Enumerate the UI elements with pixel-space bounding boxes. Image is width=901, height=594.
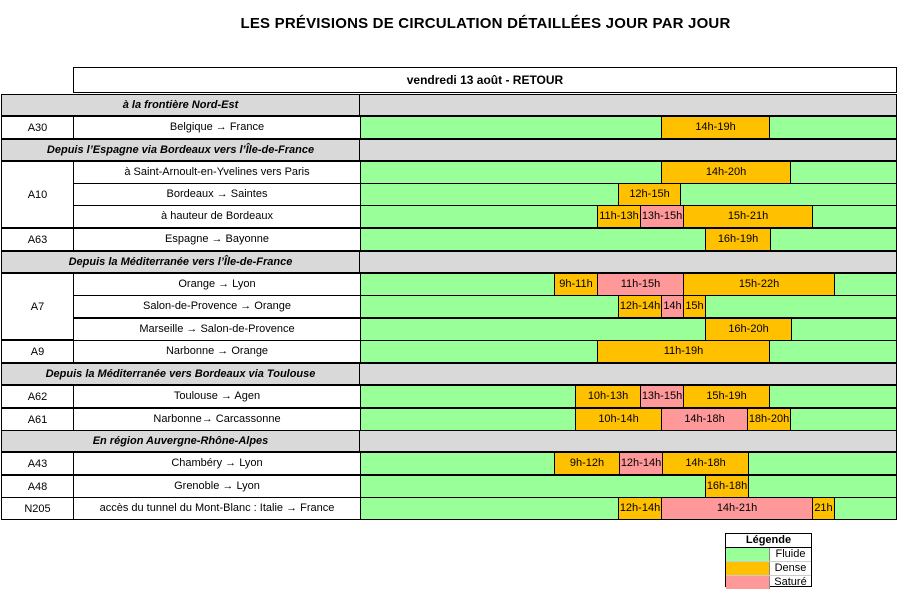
segment-dense: 9h-11h xyxy=(554,274,598,295)
segment-sature: 14h-18h xyxy=(661,409,748,430)
direction-cell: Orange → Lyon xyxy=(73,273,361,296)
date-header: vendredi 13 août - RETOUR xyxy=(73,67,897,93)
segment-dense: 16h-18h xyxy=(705,476,749,497)
segment-dense: 16h-20h xyxy=(705,319,792,340)
direction-cell: Chambéry → Lyon xyxy=(73,452,361,475)
legend-swatch-dense xyxy=(726,562,770,575)
traffic-bar xyxy=(360,183,897,206)
direction-cell: Bordeaux → Saintes xyxy=(73,183,361,206)
traffic-bar xyxy=(360,385,897,408)
segment-sature: 14h-21h xyxy=(661,498,813,519)
traffic-bar xyxy=(360,161,897,184)
section-header-fill xyxy=(360,430,897,452)
direction-cell: Narbonne→ Carcassonne xyxy=(73,408,361,431)
direction-cell: Grenoble → Lyon xyxy=(73,475,361,498)
segment-dense: 14h-20h xyxy=(661,162,791,183)
page-title: LES PRÉVISIONS DE CIRCULATION DÉTAILLÉES JOUR PAR JOUR xyxy=(240,15,731,32)
road-cell: A30 xyxy=(1,116,74,139)
legend-title: Légende xyxy=(726,534,811,548)
section-header-fill xyxy=(360,139,897,161)
road-cell: A62 xyxy=(1,385,74,408)
section-header: Depuis la Méditerranée vers Bordeaux via Toulouse xyxy=(1,363,360,385)
segment-sature: 13h-15h xyxy=(640,206,684,227)
legend-item-dense xyxy=(726,562,811,576)
segment-dense: 16h-19h xyxy=(705,229,771,250)
segment-dense: 12h-14h xyxy=(618,498,662,519)
direction-cell: Belgique → France xyxy=(73,116,361,139)
segment-dense: 15h-22h xyxy=(683,274,835,295)
segment-dense: 11h-13h xyxy=(597,206,641,227)
legend-swatch-sature xyxy=(726,576,770,589)
road-cell: A10 xyxy=(1,161,74,228)
traffic-bar xyxy=(360,116,897,139)
segment-dense: 14h-18h xyxy=(662,453,749,474)
legend-label: Dense xyxy=(774,562,807,574)
segment-dense: 15h-19h xyxy=(683,386,770,407)
traffic-bar xyxy=(360,273,897,296)
road-cell: A9 xyxy=(1,340,74,363)
legend-label: Saturé xyxy=(774,576,807,588)
direction-cell: Toulouse → Agen xyxy=(73,385,361,408)
legend xyxy=(725,533,812,587)
legend-label: Fluide xyxy=(775,548,806,560)
traffic-bar xyxy=(360,475,897,498)
legend-item-fluide xyxy=(726,548,811,562)
road-cell: A61 xyxy=(1,408,74,431)
segment-dense: 18h-20h xyxy=(747,409,791,430)
section-header: Depuis la Méditerranée vers l’Île-de-France xyxy=(1,251,360,273)
section-header: Depuis l’Espagne via Bordeaux vers l’Île-de-France xyxy=(1,139,360,161)
segment-sature: 13h-15h xyxy=(640,386,684,407)
traffic-bar xyxy=(360,497,897,520)
direction-cell: Salon-de-Provence → Orange xyxy=(73,295,361,318)
segment-sature: 11h-15h xyxy=(597,274,684,295)
traffic-bar xyxy=(360,295,897,318)
segment-sature: 12h-14h xyxy=(619,453,663,474)
traffic-bar xyxy=(360,408,897,431)
segment-dense: 12h-15h xyxy=(618,184,681,205)
traffic-bar xyxy=(360,452,897,475)
segment-dense: 14h-19h xyxy=(661,117,770,138)
road-cell: A43 xyxy=(1,452,74,475)
traffic-bar xyxy=(360,228,897,251)
segment-dense: 10h-14h xyxy=(575,409,662,430)
segment-dense: 12h-14h xyxy=(618,296,662,317)
section-header: à la frontière Nord-Est xyxy=(1,94,360,116)
direction-cell: accès du tunnel du Mont-Blanc : Italie → France xyxy=(73,497,361,520)
direction-cell: à Saint-Arnoult-en-Yvelines vers Paris xyxy=(73,161,361,184)
direction-cell: Marseille → Salon-de-Provence xyxy=(73,318,361,341)
section-header: En région Auvergne-Rhône-Alpes xyxy=(1,430,360,452)
traffic-bar xyxy=(360,205,897,228)
segment-dense: 15h-21h xyxy=(683,206,813,227)
segment-dense: 10h-13h xyxy=(575,386,641,407)
segment-dense: 11h-19h xyxy=(597,341,770,362)
section-header-fill xyxy=(360,94,897,116)
legend-swatch-fluide xyxy=(726,548,770,561)
segment-dense: 21h xyxy=(812,498,835,519)
road-cell: A63 xyxy=(1,228,74,251)
segment-dense: 15h xyxy=(683,296,706,317)
road-cell: A7 xyxy=(1,273,74,340)
segment-dense: 9h-12h xyxy=(554,453,620,474)
traffic-bar xyxy=(360,340,897,363)
traffic-bar xyxy=(360,318,897,341)
section-header-fill xyxy=(360,363,897,385)
direction-cell: à hauteur de Bordeaux xyxy=(73,205,361,228)
section-header-fill xyxy=(360,251,897,273)
direction-cell: Narbonne → Orange xyxy=(73,340,361,363)
segment-sature: 14h xyxy=(661,296,684,317)
road-cell: N205 xyxy=(1,497,74,520)
road-cell: A48 xyxy=(1,475,74,498)
direction-cell: Espagne → Bayonne xyxy=(73,228,361,251)
legend-item-sature xyxy=(726,576,811,589)
